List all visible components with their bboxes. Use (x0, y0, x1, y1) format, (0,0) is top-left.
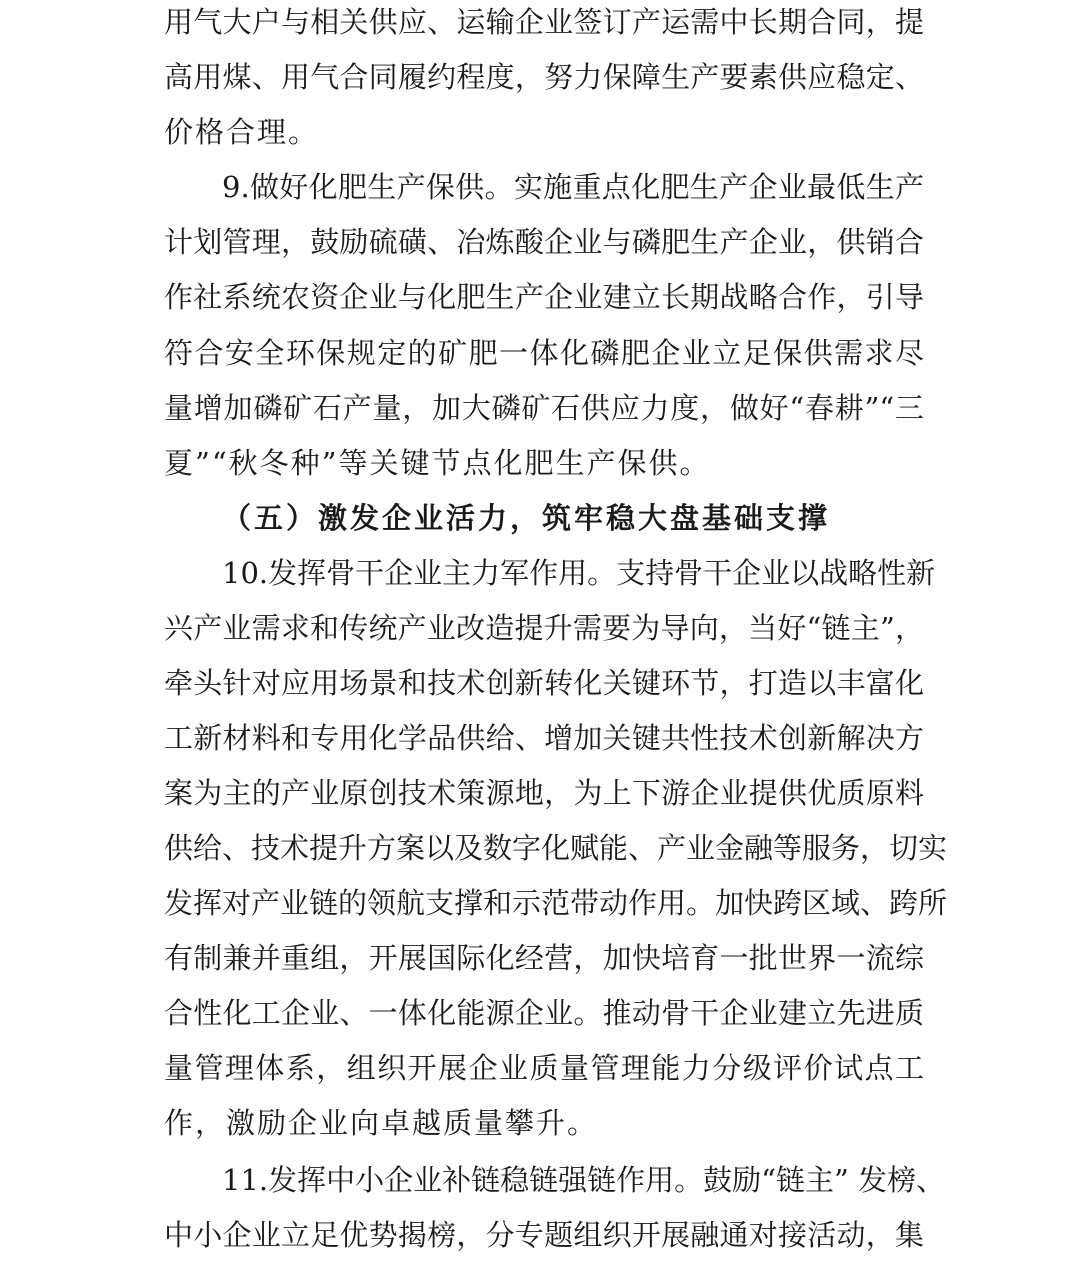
paragraph-9-first-line: 9.做好化肥生产保供。实施重点化肥生产企业最低生产 (222, 170, 924, 204)
body-text-line: 作社系统农资企业与化肥生产企业建立长期战略合作，引导 (164, 280, 924, 314)
paragraph-10-first-line: 10.发挥骨干企业主力军作用。支持骨干企业以战略性新 (222, 556, 936, 590)
body-text-line: 计划管理，鼓励硫磺、冶炼酸企业与磷肥生产企业，供销合 (164, 225, 924, 259)
body-text-line: 高用煤、用气合同履约程度，努力保障生产要素供应稳定、 (164, 60, 924, 94)
body-text-line: 作，激励企业向卓越质量攀升。 (164, 1106, 599, 1140)
body-text-line: 符合安全环保规定的矿肥一体化磷肥企业立足保供需求尽 (164, 336, 924, 370)
body-text-line: 发挥对产业链的领航支撑和示范带动作用。加快跨区域、跨所 (164, 886, 948, 920)
body-text-line: 有制兼并重组，开展国际化经营，加快培育一批世界一流综 (164, 941, 924, 975)
body-text-line: 用气大户与相关供应、运输企业签订产运需中长期合同，提 (164, 5, 924, 39)
body-text-line: 量增加磷矿石产量，加大磷矿石供应力度，做好“春耕”“三 (164, 391, 924, 425)
body-text-line: 夏”“秋冬种”等关键节点化肥生产保供。 (164, 446, 711, 480)
section-heading: （五）激发企业活力，筑牢稳大盘基础支撑 (222, 501, 831, 535)
body-text-line: 牵头针对应用场景和技术创新转化关键环节，打造以丰富化 (164, 666, 924, 700)
body-text-line: 工新材料和专用化学品供给、增加关键共性技术创新解决方 (164, 721, 924, 755)
body-text-line: 案为主的产业原创技术策源地，为上下游企业提供优质原料 (164, 776, 924, 810)
body-text-line: 兴产业需求和传统产业改造提升需要为导向，当好“链主”， (164, 611, 924, 645)
body-text-line: 中小企业立足优势揭榜，分专题组织开展融通对接活动，集 (164, 1218, 924, 1252)
body-text-line: 量管理体系，组织开展企业质量管理能力分级评价试点工 (164, 1051, 924, 1085)
paragraph-11-first-line: 11.发挥中小企业补链稳链强链作用。鼓励“链主” 发榜、 (222, 1163, 945, 1197)
body-text-line: 供给、技术提升方案以及数字化赋能、产业金融等服务，切实 (164, 831, 948, 865)
body-text-line: 价格合理。 (164, 115, 320, 149)
body-text-line: 合性化工企业、一体化能源企业。推动骨干企业建立先进质 (164, 996, 924, 1030)
